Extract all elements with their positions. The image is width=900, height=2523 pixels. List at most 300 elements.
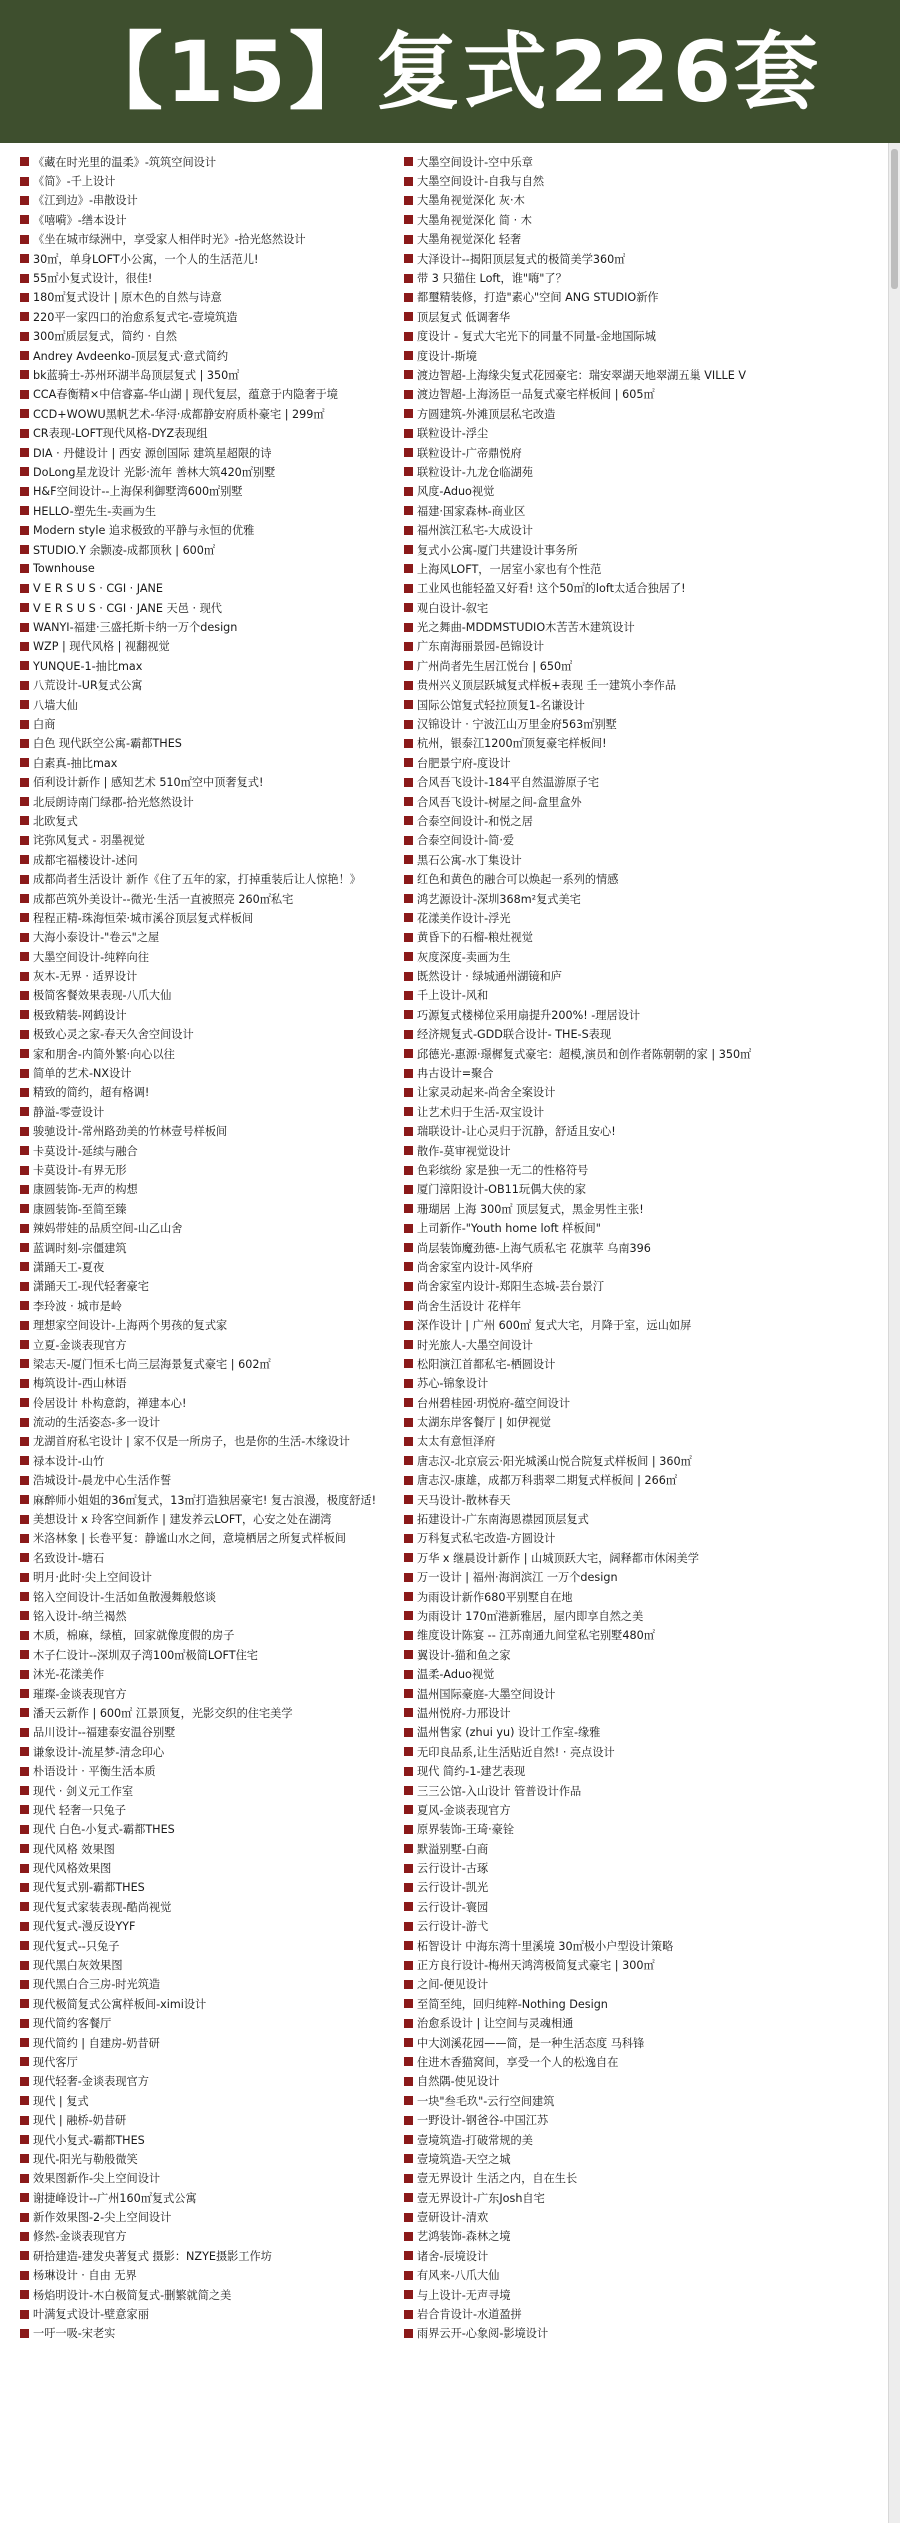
catalog-item[interactable] (20, 1451, 402, 1470)
catalog-item[interactable] (404, 850, 786, 869)
catalog-item[interactable] (20, 540, 402, 559)
catalog-item[interactable] (404, 152, 786, 171)
catalog-item-label: 现代风格 效果图 (33, 1842, 115, 1856)
catalog-item[interactable] (404, 501, 786, 520)
catalog-item[interactable] (404, 1839, 786, 1858)
catalog-item[interactable] (404, 385, 786, 404)
catalog-item[interactable] (20, 1568, 402, 1587)
catalog-item[interactable] (20, 443, 402, 462)
catalog-item[interactable] (20, 2091, 402, 2110)
catalog-item[interactable] (404, 423, 786, 442)
catalog-item[interactable] (404, 1936, 786, 1955)
catalog-item[interactable] (20, 2033, 402, 2052)
catalog-item[interactable] (404, 2246, 786, 2265)
catalog-item[interactable] (20, 1703, 402, 1722)
catalog-item[interactable] (404, 404, 786, 423)
catalog-item-label: 翼设计-猫和鱼之家 (417, 1648, 511, 1662)
catalog-item[interactable] (20, 327, 402, 346)
catalog-item[interactable] (404, 966, 786, 985)
catalog-item[interactable] (404, 811, 786, 830)
catalog-item[interactable] (20, 908, 402, 927)
square-bullet-icon (404, 1030, 413, 1039)
catalog-item[interactable] (20, 2324, 402, 2343)
catalog-item[interactable] (404, 1296, 786, 1315)
square-bullet-icon (20, 720, 29, 729)
scrollbar-thumb[interactable] (891, 149, 898, 289)
catalog-item[interactable] (404, 1393, 786, 1412)
catalog-item[interactable] (20, 1858, 402, 1877)
catalog-item[interactable] (20, 1102, 402, 1121)
catalog-item[interactable] (20, 1141, 402, 1160)
square-bullet-icon (404, 2310, 413, 2319)
catalog-item[interactable] (404, 1025, 786, 1044)
catalog-item-label: 光之舞曲-MDDMSTUDIO木苦苦木建筑设计 (417, 621, 635, 635)
catalog-item[interactable] (20, 1412, 402, 1431)
catalog-item[interactable] (20, 579, 402, 598)
catalog-item[interactable] (20, 307, 402, 326)
catalog-item-label: 米洛林象 | 长卷平复：静谧山水之间，意境栖居之所复式样板间 (33, 1532, 346, 1546)
catalog-item[interactable] (404, 1374, 786, 1393)
catalog-item[interactable] (404, 171, 786, 190)
catalog-item[interactable] (20, 249, 402, 268)
catalog-item[interactable] (20, 2072, 402, 2091)
catalog-item[interactable] (20, 792, 402, 811)
catalog-item[interactable] (20, 850, 402, 869)
catalog-item[interactable] (404, 1257, 786, 1276)
catalog-item[interactable] (20, 831, 402, 850)
catalog-item[interactable] (404, 559, 786, 578)
catalog-item[interactable] (404, 1529, 786, 1548)
square-bullet-icon (404, 1631, 413, 1640)
catalog-item[interactable] (404, 1800, 786, 1819)
catalog-item[interactable] (404, 1664, 786, 1683)
catalog-item[interactable] (20, 268, 402, 287)
catalog-item[interactable] (404, 1606, 786, 1625)
catalog-item[interactable] (20, 230, 402, 249)
square-bullet-icon (20, 1689, 29, 1698)
catalog-item[interactable] (404, 2033, 786, 2052)
square-bullet-icon (404, 1243, 413, 1252)
catalog-item[interactable] (20, 1664, 402, 1683)
square-bullet-icon (404, 1941, 413, 1950)
catalog-item-label: bk蓝骑士-苏州环湖半岛顶层复式 | 350㎡ (33, 368, 240, 382)
catalog-item[interactable] (404, 773, 786, 792)
catalog-item-label: 白素真-抽比max (33, 756, 118, 770)
catalog-item-label: 谦象设计-流星梦-清念印心 (33, 1745, 165, 1759)
catalog-item-label: 无印良品系,让生活贴近自然! · 亮点设计 (417, 1745, 615, 1759)
catalog-item[interactable] (404, 986, 786, 1005)
catalog-item[interactable] (20, 288, 402, 307)
catalog-item[interactable] (20, 1490, 402, 1509)
catalog-item[interactable] (20, 1645, 402, 1664)
catalog-item[interactable] (404, 249, 786, 268)
catalog-item[interactable] (20, 2014, 402, 2033)
catalog-item-label: 极简客餐效果表现-八爪大仙 (33, 989, 172, 1003)
square-bullet-icon (20, 1301, 29, 1310)
catalog-item[interactable] (20, 2188, 402, 2207)
catalog-item[interactable] (20, 1180, 402, 1199)
catalog-item[interactable] (20, 2246, 402, 2265)
square-bullet-icon (404, 1282, 413, 1291)
catalog-item-label: 让家灵动起来-尚舍全案设计 (417, 1086, 556, 1100)
catalog-item-label: 极致心灵之家-春天久舍空间设计 (33, 1028, 194, 1042)
catalog-item[interactable] (20, 1063, 402, 1082)
catalog-item[interactable] (404, 1277, 786, 1296)
catalog-item[interactable] (404, 928, 786, 947)
catalog-item-label: 柘智设计 中海东湾十里溪境 30㎡极小户型设计策略 (417, 1939, 674, 1953)
square-bullet-icon (20, 293, 29, 302)
square-bullet-icon (404, 894, 413, 903)
square-bullet-icon (20, 1534, 29, 1543)
catalog-item[interactable] (404, 2285, 786, 2304)
catalog-item[interactable] (404, 191, 786, 210)
catalog-item[interactable] (20, 1781, 402, 1800)
catalog-item-label: 福州滨江私宅-大成设计 (417, 524, 533, 538)
catalog-item[interactable] (20, 889, 402, 908)
square-bullet-icon (404, 1340, 413, 1349)
catalog-item[interactable] (404, 520, 786, 539)
catalog-item[interactable] (404, 869, 786, 888)
catalog-item[interactable] (20, 1684, 402, 1703)
catalog-item[interactable] (20, 986, 402, 1005)
catalog-item[interactable] (20, 1238, 402, 1257)
catalog-item[interactable] (404, 307, 786, 326)
catalog-item[interactable] (404, 1820, 786, 1839)
catalog-item[interactable] (20, 2149, 402, 2168)
catalog-item[interactable] (20, 2110, 402, 2129)
catalog-item[interactable] (404, 1354, 786, 1373)
catalog-item[interactable] (404, 2014, 786, 2033)
catalog-item[interactable] (20, 1761, 402, 1780)
catalog-item[interactable] (404, 598, 786, 617)
square-bullet-icon (20, 409, 29, 418)
catalog-item[interactable] (404, 1451, 786, 1470)
catalog-item[interactable] (20, 1471, 402, 1490)
catalog-item[interactable] (20, 1199, 402, 1218)
square-bullet-icon (20, 1805, 29, 1814)
catalog-item-label: 流动的生活姿态-多一设计 (33, 1416, 161, 1430)
catalog-item[interactable] (20, 1548, 402, 1567)
catalog-item[interactable] (404, 2227, 786, 2246)
catalog-item[interactable] (404, 2052, 786, 2071)
catalog-item[interactable] (20, 676, 402, 695)
catalog-item[interactable] (20, 1800, 402, 1819)
catalog-item[interactable] (20, 1742, 402, 1761)
catalog-item[interactable] (404, 1587, 786, 1606)
square-bullet-icon (404, 2271, 413, 2280)
catalog-item[interactable] (20, 462, 402, 481)
catalog-item[interactable] (404, 2110, 786, 2129)
catalog-item[interactable] (20, 598, 402, 617)
catalog-item[interactable] (20, 1820, 402, 1839)
catalog-item[interactable] (20, 1839, 402, 1858)
catalog-item[interactable] (404, 695, 786, 714)
catalog-item[interactable] (20, 966, 402, 985)
catalog-item-label: V E R S U S · CGI · JANE 天邑 · 现代 (33, 601, 222, 615)
square-bullet-icon (404, 952, 413, 961)
square-bullet-icon (20, 2174, 29, 2183)
catalog-item[interactable] (404, 1548, 786, 1567)
catalog-item[interactable] (404, 2324, 786, 2343)
catalog-item[interactable] (20, 1432, 402, 1451)
catalog-item[interactable] (404, 1975, 786, 1994)
square-bullet-icon (20, 1359, 29, 1368)
catalog-item[interactable] (404, 346, 786, 365)
catalog-item[interactable] (404, 656, 786, 675)
catalog-item[interactable] (20, 1025, 402, 1044)
catalog-item-label: 骏驰设计-常州路劲美的竹林壹号样板间 (33, 1125, 228, 1139)
catalog-item[interactable] (20, 1393, 402, 1412)
catalog-item[interactable] (20, 1994, 402, 2013)
catalog-item[interactable] (20, 617, 402, 636)
catalog-item[interactable] (20, 1723, 402, 1742)
catalog-item[interactable] (20, 1955, 402, 1974)
catalog-item[interactable] (20, 171, 402, 190)
catalog-item[interactable] (20, 2227, 402, 2246)
catalog-item-label: 灰木-无界 · 适界设计 (33, 970, 138, 984)
catalog-item[interactable] (20, 1257, 402, 1276)
catalog-item[interactable] (404, 1684, 786, 1703)
catalog-item[interactable] (20, 811, 402, 830)
catalog-item[interactable] (20, 2266, 402, 2285)
catalog-item[interactable] (404, 1509, 786, 1528)
square-bullet-icon (404, 720, 413, 729)
catalog-item[interactable] (20, 2052, 402, 2071)
catalog-item-label: 潘天云新作 | 600㎡ 江景顶复，光影交织的住宅美学 (33, 1706, 293, 1720)
catalog-item[interactable] (20, 559, 402, 578)
catalog-item[interactable] (404, 947, 786, 966)
catalog-item[interactable] (20, 1296, 402, 1315)
catalog-item[interactable] (404, 2130, 786, 2149)
catalog-item[interactable] (404, 792, 786, 811)
catalog-item[interactable] (404, 2304, 786, 2323)
catalog-item[interactable] (20, 210, 402, 229)
catalog-item[interactable] (404, 2091, 786, 2110)
catalog-item[interactable] (404, 1994, 786, 2013)
square-bullet-icon (404, 409, 413, 418)
catalog-item[interactable] (404, 1005, 786, 1024)
catalog-item-label: 朴语设计 · 平衡生活本质 (33, 1765, 156, 1779)
catalog-item[interactable] (404, 327, 786, 346)
catalog-item-label: 与上设计-无声寻境 (417, 2288, 511, 2302)
catalog-item[interactable] (20, 1529, 402, 1548)
catalog-item[interactable] (404, 1218, 786, 1237)
catalog-item[interactable] (404, 210, 786, 229)
catalog-item[interactable] (20, 869, 402, 888)
catalog-item-label: 一块"叁毛玖"-云行空间建筑 (417, 2094, 555, 2108)
catalog-item[interactable] (20, 1335, 402, 1354)
catalog-item[interactable] (20, 152, 402, 171)
square-bullet-icon (404, 661, 413, 670)
catalog-item[interactable] (20, 734, 402, 753)
catalog-item[interactable] (404, 734, 786, 753)
catalog-item[interactable] (20, 365, 402, 384)
catalog-item[interactable] (20, 1878, 402, 1897)
catalog-item[interactable] (20, 695, 402, 714)
square-bullet-icon (404, 177, 413, 186)
catalog-item[interactable] (20, 947, 402, 966)
catalog-item[interactable] (404, 1412, 786, 1431)
catalog-item-label: 云行设计-古琢 (417, 1862, 489, 1876)
catalog-item-label: 300㎡质层复式，简约 · 自然 (33, 330, 177, 344)
catalog-item-label: 灰度深度-卖画为生 (417, 950, 511, 964)
catalog-item[interactable] (404, 1063, 786, 1082)
catalog-item[interactable] (20, 2130, 402, 2149)
square-bullet-icon (404, 739, 413, 748)
catalog-item[interactable] (404, 1781, 786, 1800)
catalog-item-label: 色彩缤纷 家是独一无二的性格符号 (417, 1164, 589, 1177)
catalog-item[interactable] (20, 1509, 402, 1528)
catalog-item[interactable] (20, 1936, 402, 1955)
catalog-item[interactable] (20, 753, 402, 772)
catalog-item[interactable] (404, 2169, 786, 2188)
square-bullet-icon (20, 1767, 29, 1776)
catalog-item[interactable] (404, 1122, 786, 1141)
catalog-item-label: 壹无界设计 生活之内，自在生长 (417, 2172, 578, 2186)
catalog-item-label: 效果图新作-尖上空间设计 (33, 2172, 161, 2186)
catalog-item[interactable] (404, 1626, 786, 1645)
catalog-item[interactable] (404, 753, 786, 772)
catalog-item[interactable] (404, 1238, 786, 1257)
square-bullet-icon (404, 933, 413, 942)
catalog-item[interactable] (404, 908, 786, 927)
catalog-item[interactable] (20, 346, 402, 365)
square-bullet-icon (404, 836, 413, 845)
catalog-item[interactable] (20, 637, 402, 656)
catalog-item-label: 壹研设计-清欢 (417, 2211, 489, 2225)
catalog-item[interactable] (404, 1703, 786, 1722)
catalog-item[interactable] (20, 191, 402, 210)
catalog-item-label: 龙湖首府私宅设计 | 家不仅是一所房子，也是你的生活-木缘设计 (33, 1435, 350, 1449)
catalog-item[interactable] (404, 1742, 786, 1761)
catalog-item[interactable] (404, 1471, 786, 1490)
catalog-item[interactable] (20, 404, 402, 423)
catalog-item[interactable] (404, 831, 786, 850)
catalog-item[interactable] (20, 1160, 402, 1179)
square-bullet-icon (404, 2096, 413, 2105)
catalog-item[interactable] (20, 1897, 402, 1916)
catalog-item[interactable] (404, 1568, 786, 1587)
catalog-item[interactable] (404, 1858, 786, 1877)
catalog-item[interactable] (20, 1218, 402, 1237)
catalog-item[interactable] (404, 1199, 786, 1218)
catalog-item[interactable] (20, 520, 402, 539)
catalog-item[interactable] (404, 1955, 786, 1974)
catalog-item-label: 现代小复式-霸都THES (33, 2133, 145, 2147)
catalog-item[interactable] (404, 2188, 786, 2207)
catalog-item[interactable] (404, 462, 786, 481)
catalog-item[interactable] (404, 2266, 786, 2285)
catalog-item[interactable] (20, 423, 402, 442)
catalog-item-label: 温州国际豪庭-大墨空间设计 (417, 1687, 556, 1701)
catalog-item[interactable] (20, 1044, 402, 1063)
catalog-item[interactable] (404, 1878, 786, 1897)
catalog-item-label: 广东南海丽景园-邑锦设计 (417, 640, 545, 654)
catalog-item[interactable] (404, 540, 786, 559)
catalog-item[interactable] (20, 2207, 402, 2226)
catalog-item[interactable] (20, 1315, 402, 1334)
catalog-item[interactable] (404, 1102, 786, 1121)
catalog-item-label: 唐志汉-北京宸云·阳光城溪山悦合院复式样板间 | 360㎡ (417, 1454, 692, 1468)
catalog-item[interactable] (404, 2072, 786, 2091)
catalog-item[interactable] (404, 2149, 786, 2168)
catalog-item[interactable] (404, 1141, 786, 1160)
catalog-item[interactable] (404, 889, 786, 908)
catalog-item[interactable] (20, 1122, 402, 1141)
catalog-item[interactable] (20, 1277, 402, 1296)
catalog-item[interactable] (404, 1490, 786, 1509)
catalog-item[interactable] (20, 501, 402, 520)
catalog-item[interactable] (20, 385, 402, 404)
catalog-item[interactable] (404, 637, 786, 656)
catalog-item[interactable] (404, 1160, 786, 1179)
square-bullet-icon (404, 254, 413, 263)
square-bullet-icon (20, 1747, 29, 1756)
square-bullet-icon (20, 2096, 29, 2105)
catalog-item[interactable] (404, 579, 786, 598)
catalog-item[interactable] (20, 1587, 402, 1606)
catalog-item[interactable] (404, 230, 786, 249)
catalog-item[interactable] (404, 676, 786, 695)
catalog-item[interactable] (20, 1083, 402, 1102)
catalog-item[interactable] (404, 365, 786, 384)
catalog-item[interactable] (404, 1645, 786, 1664)
catalog-item[interactable] (404, 1917, 786, 1936)
catalog-item[interactable] (404, 288, 786, 307)
square-bullet-icon (404, 2116, 413, 2125)
catalog-item[interactable] (20, 656, 402, 675)
catalog-item[interactable] (20, 1626, 402, 1645)
catalog-item[interactable] (404, 1083, 786, 1102)
catalog-item[interactable] (404, 2207, 786, 2226)
square-bullet-icon (20, 1980, 29, 1989)
catalog-item[interactable] (20, 773, 402, 792)
catalog-item[interactable] (20, 1606, 402, 1625)
catalog-item[interactable] (20, 482, 402, 501)
catalog-item[interactable] (20, 1354, 402, 1373)
catalog-item[interactable] (20, 928, 402, 947)
catalog-item[interactable] (404, 1180, 786, 1199)
catalog-item[interactable] (20, 2169, 402, 2188)
catalog-item[interactable] (404, 443, 786, 462)
catalog-item[interactable] (20, 1917, 402, 1936)
catalog-item[interactable] (404, 482, 786, 501)
catalog-item[interactable] (404, 617, 786, 636)
catalog-item-label: 黑石公寓-水丁集设计 (417, 853, 522, 867)
vertical-scrollbar[interactable] (888, 143, 900, 2523)
catalog-item[interactable] (20, 1975, 402, 1994)
square-bullet-icon (404, 1922, 413, 1931)
catalog-item[interactable] (404, 714, 786, 733)
catalog-item[interactable] (404, 1723, 786, 1742)
catalog-item[interactable] (20, 2285, 402, 2304)
catalog-item[interactable] (20, 714, 402, 733)
catalog-item[interactable] (404, 1761, 786, 1780)
catalog-item[interactable] (404, 268, 786, 287)
catalog-item[interactable] (404, 1335, 786, 1354)
catalog-item[interactable] (20, 2304, 402, 2323)
catalog-item-label: 联粒设计-九龙仓临湖苑 (417, 465, 533, 479)
catalog-item[interactable] (404, 1432, 786, 1451)
catalog-item[interactable] (404, 1897, 786, 1916)
square-bullet-icon (404, 390, 413, 399)
square-bullet-icon (20, 1030, 29, 1039)
catalog-item[interactable] (404, 1315, 786, 1334)
catalog-item[interactable] (20, 1005, 402, 1024)
catalog-item-label: 太湖东岸客餐厅 | 如伊视觉 (417, 1416, 551, 1430)
catalog-item[interactable] (20, 1374, 402, 1393)
catalog-item[interactable] (404, 1044, 786, 1063)
